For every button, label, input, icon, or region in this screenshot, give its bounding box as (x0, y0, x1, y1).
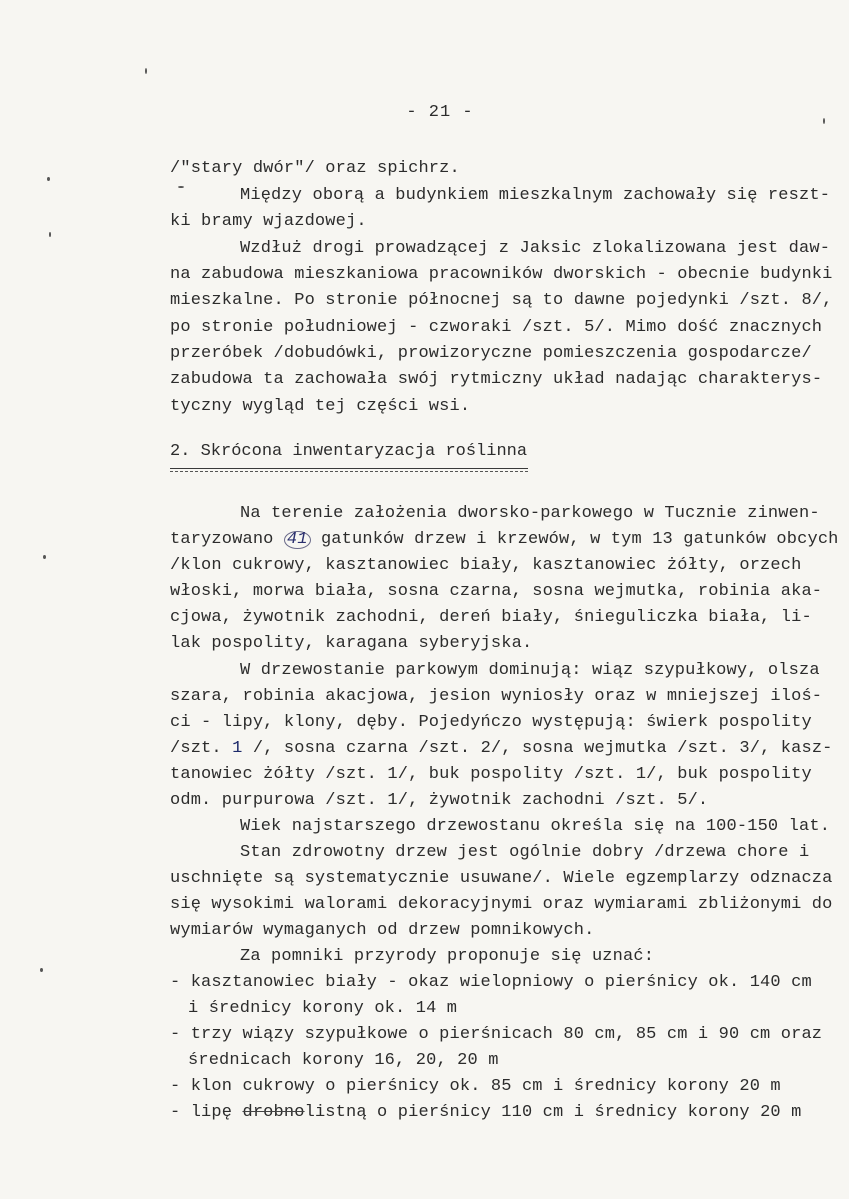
text-line: się wysokimi walorami dekoracyjnymi oraz wymiarami zbliżonymi do (170, 895, 833, 914)
text-line: /"stary dwór"/ oraz spichrz. (170, 159, 460, 178)
margin-speck (823, 118, 825, 124)
text-line (170, 530, 839, 550)
margin-speck (43, 555, 46, 559)
section-heading: 2. Skrócona inwentaryzacja roślinna (170, 442, 528, 461)
text-line: Między oborą a budynkiem mieszkalnym zachowały się reszt- (240, 186, 831, 205)
margin-speck (40, 968, 43, 972)
text-line: Za pomniki przyrody proponuje się uznać: (240, 947, 655, 966)
text-fragment: listną o pierśnicy 110 cm i średnicy korony 20 m (304, 1103, 802, 1122)
handwritten-number: 1 (232, 739, 243, 758)
text-line (170, 370, 822, 390)
text-line: po stronie południowej - czworaki /szt. 5/. Mimo dość znacznych (170, 318, 823, 337)
list-item: - kasztanowiec biały - okaz wielopniowy o pierśnicy ok. 140 cm (170, 973, 812, 992)
page-number: - 21 - (406, 103, 474, 122)
text-line: szara, robinia akacjowa, jesion wyniosły oraz w mniejszej iloś- (170, 687, 823, 706)
text-line (170, 739, 833, 759)
text-fragment: /, sosna czarna /szt. 2/, sosna wejmutka /szt. 3/, kasz- (242, 739, 833, 758)
text-fragment: ys- (791, 370, 823, 389)
text-line: mieszkalne. Po stronie północnej są to dawne pojedynki /szt. 8/, (170, 291, 833, 310)
text-line: Stan zdrowotny drzew jest ogólnie dobry /drzewa chore i (240, 843, 810, 862)
text-line: Wzdłuż drogi prowadzącej z Jaksic zlokalizowana jest daw- (240, 239, 831, 258)
text-fragment: - lipę (170, 1103, 243, 1122)
list-item: - klon cukrowy o pierśnicy ok. 85 cm i średnicy korony 20 m (170, 1077, 781, 1096)
text-fragment: /szt. (170, 739, 233, 758)
text-line: ci - lipy, klony, dęby. Pojedyńczo występują: świerk pospolity (170, 713, 812, 732)
list-item-continuation: średnicach korony 16, 20, 20 m (188, 1051, 499, 1070)
heading-underline (170, 468, 528, 469)
text-fragment: taryzowano (170, 530, 284, 549)
corrected-word: drobno (242, 1103, 305, 1122)
list-item (170, 1103, 801, 1123)
text-fragment: zabudowa ta zachowała swój rytmiczny układ nadając charakter (170, 370, 792, 389)
text-line: lak pospolity, karagana syberyjska. (170, 634, 533, 653)
list-item: - trzy wiązy szypułkowe o pierśnicach 80 cm, 85 cm i 90 cm oraz (170, 1025, 823, 1044)
margin-speck (49, 232, 51, 237)
margin-speck (178, 186, 184, 188)
heading-underline (170, 471, 528, 472)
text-line: W drzewostanie parkowym dominują: wiąz szypułkowy, olsza (240, 661, 820, 680)
text-line: uschnięte są systematycznie usuwane/. Wiele egzemplarzy odznacza (170, 869, 833, 888)
handwritten-number: 41 (284, 531, 311, 549)
margin-speck (145, 68, 147, 74)
text-line: przeróbek /dobudówki, prowizoryczne pomieszczenia gospodarcze/ (170, 344, 812, 363)
text-line: ki bramy wjazdowej. (170, 212, 367, 231)
list-item-continuation: i średnicy korony ok. 14 m (188, 999, 458, 1018)
text-line: Na terenie założenia dworsko-parkowego w Tucznie zinwen- (240, 504, 820, 523)
text-line: tyczny wygląd tej części wsi. (170, 397, 471, 416)
text-line: cjowa, żywotnik zachodni, dereń biały, śnieguliczka biała, li- (170, 608, 812, 627)
text-line: /klon cukrowy, kasztanowiec biały, kasztanowiec żółty, orzech (170, 556, 802, 575)
text-line: na zabudowa mieszkaniowa pracowników dworskich - obecnie budynki (170, 265, 833, 284)
text-line: wymiarów wymaganych od drzew pomnikowych. (170, 921, 595, 940)
text-fragment: gatunków drzew i krzewów, w tym 13 gatunków obcych (310, 530, 839, 549)
text-line: włoski, morwa biała, sosna czarna, sosna wejmutka, robinia aka- (170, 582, 823, 601)
text-line: tanowiec żółty /szt. 1/, buk pospolity /szt. 1/, buk pospolity (170, 765, 812, 784)
text-line: odm. purpurowa /szt. 1/, żywotnik zachodni /szt. 5/. (170, 791, 709, 810)
margin-speck (47, 177, 50, 181)
text-line: Wiek najstarszego drzewostanu określa się na 100-150 lat. (240, 817, 831, 836)
